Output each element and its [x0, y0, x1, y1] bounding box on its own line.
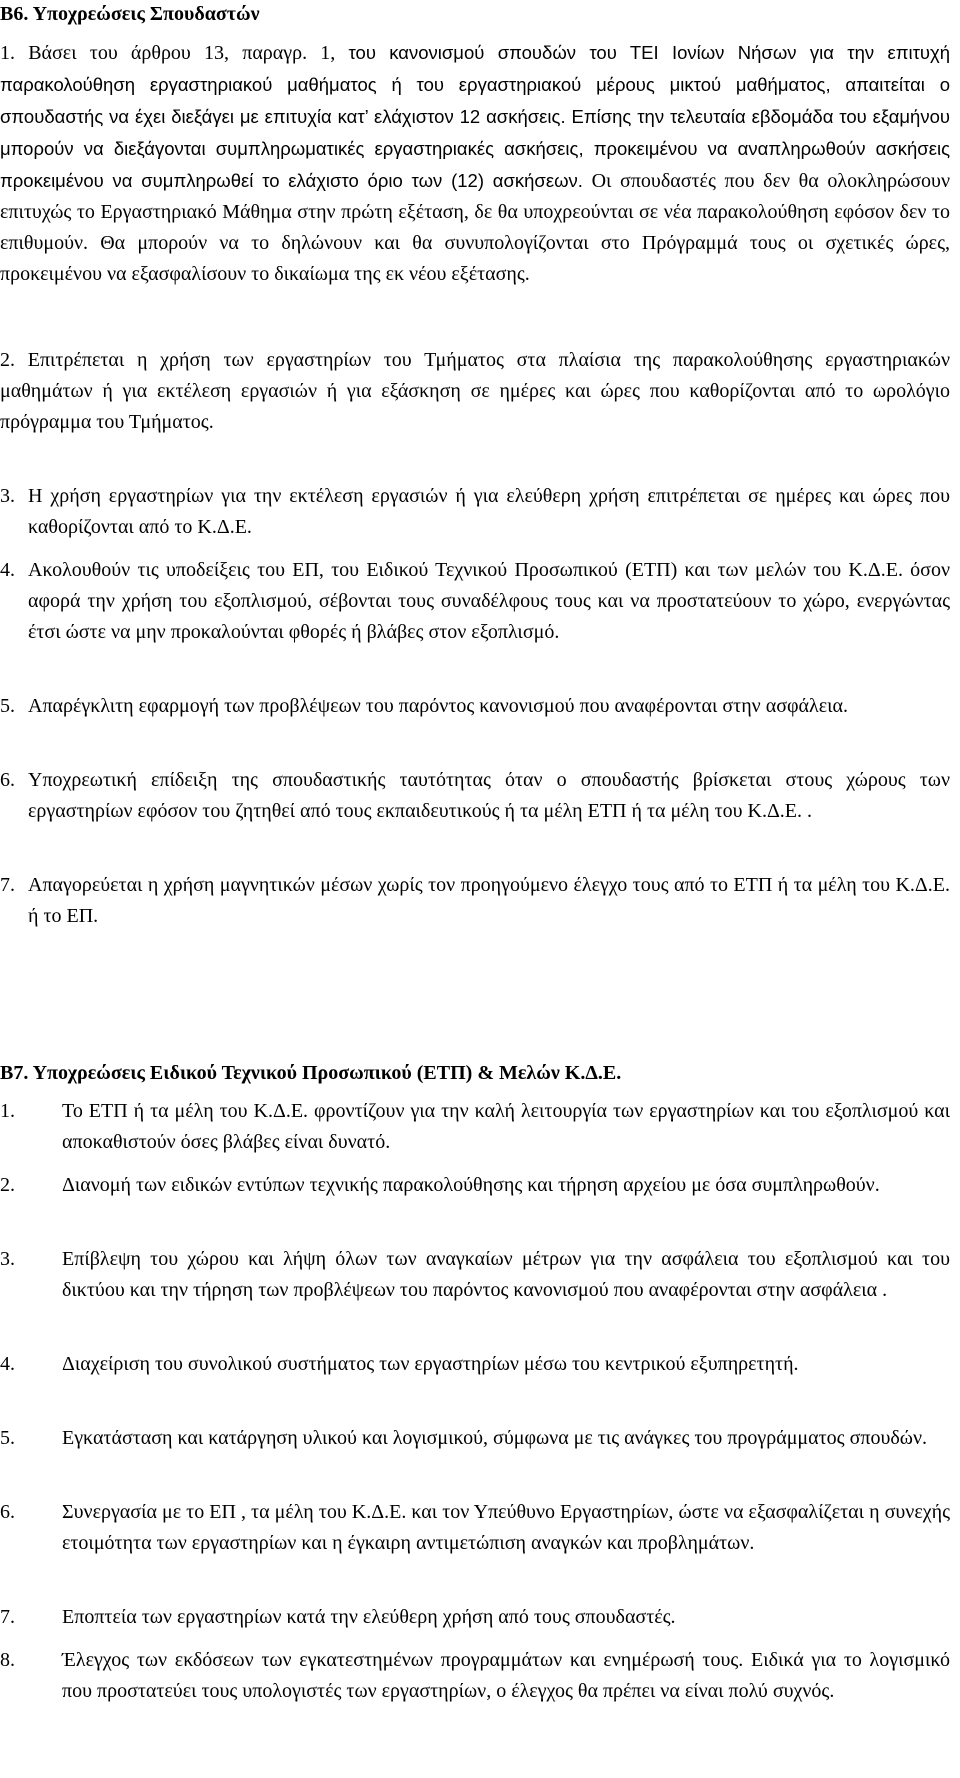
b6-item-2-text: 2. Επιτρέπεται η χρήση των εργαστηρίων του Τμήματος στα πλαίσια της παρακολούθησης εργαστηριακών μαθημάτων ή για εκτέλεση εργασιών ή για εξάσκηση σε ημέρες και ώρες που καθορίζονται από το ωρολόγιο πρόγραμμα του Τμήματος.	[0, 349, 950, 433]
b6-item-1	[0, 37, 950, 337]
b7-item-7-number: 7.	[0, 1606, 15, 1628]
b7-item-1-number: 1.	[0, 1100, 15, 1122]
b7-item-6	[0, 1497, 950, 1590]
b6-item-4	[0, 555, 950, 679]
b6-item-4-number: 4.	[0, 559, 15, 581]
b6-item-3-number: 3.	[0, 485, 15, 507]
b6-item-7	[0, 870, 950, 932]
b7-item-4-number: 4.	[0, 1353, 15, 1375]
b7-item-8-number: 8.	[0, 1649, 15, 1671]
b7-item-6-text: Συνεργασία με το ΕΠ , τα μέλη του Κ.Δ.Ε. και τον Υπεύθυνο Εργαστηρίων, ώστε να εξασφαλίζεται η συνεχής ετοιμότητα των εργαστηρίων και η έγκαιρη αντιμετώπιση αναγκών και προβλημάτων.	[62, 1501, 950, 1554]
b7-item-3-number: 3.	[0, 1248, 15, 1270]
b7-item-5	[0, 1423, 950, 1485]
b7-item-4	[0, 1349, 950, 1411]
b6-item-5	[0, 691, 950, 753]
b7-item-2	[0, 1170, 950, 1232]
b6-item-3-text: Η χρήση εργαστηρίων για την εκτέλεση εργασιών ή για ελεύθερη χρήση επιτρέπεται σε ημέρες και ώρες που καθορίζονται από το Κ.Δ.Ε.	[28, 485, 950, 538]
section-heading-b6: Β6. Υποχρεώσεις Σπουδαστών	[0, 3, 260, 25]
b6-item-1-text	[0, 37, 950, 290]
b6-item-5-text: Απαρέγκλιτη εφαρμογή των προβλέψεων του παρόντος κανονισμού που αναφέρονται στην ασφάλεια.	[28, 695, 848, 717]
b7-item-5-text: Εγκατάσταση και κατάργηση υλικού και λογισμικού, σύμφωνα με τις ανάγκες του προγράμματος σπουδών.	[62, 1427, 927, 1449]
b6-item-6	[0, 765, 950, 858]
b6-item-1-tail: Οι σπουδαστές που δεν θα ολοκληρώσουν επιτυχώς το Εργαστηριακό Μάθημα στην πρώτη εξέταση, δε θα υποχρεούνται σε νέα παρακολούθηση εφόσον δεν το επιθυμούν. Θα μπορούν να το δηλώνουν και θα συνυπολογίζονται στο Πρόγραμμά τους οι σχετικές ώρες, προκειμένου να εξασφαλίσουν το δικαίωμα της εκ νέου εξέτασης.	[0, 170, 950, 285]
b6-item-6-text: Υποχρεωτική επίδειξη της σπουδαστικής ταυτότητας όταν ο σπουδαστής βρίσκεται στους χώρους των εργαστηρίων εφόσον του ζητηθεί από τους εκπαιδευτικούς ή τα μέλη ΕΤΠ ή τα μέλη του Κ.Δ.Ε. .	[28, 769, 950, 822]
b6-item-4-text: Ακολουθούν τις υποδείξεις του ΕΠ, του Ειδικού Τεχνικού Προσωπικού (ΕΤΠ) και των μελών του Κ.Δ.Ε. όσον αφορά την χρήση του εξοπλισμού, σέβονται τους συναδέλφους τους και να προστατεύουν το χώρο, ενεργώντας έτσι ώστε να μην προκαλούνται φθορές ή βλάβες στον εξοπλισμό.	[28, 559, 950, 643]
b6-item-5-number: 5.	[0, 695, 15, 717]
b6-item-7-number: 7.	[0, 874, 15, 896]
b7-item-7	[0, 1602, 950, 1633]
b7-item-2-text: Διανομή των ειδικών εντύπων τεχνικής παρακολούθησης και τήρηση αρχείου με όσα συμπληρωθούν.	[62, 1174, 880, 1196]
b7-item-3-text: Επίβλεψη του χώρου και λήψη όλων των αναγκαίων μέτρων για την ασφάλεια του εξοπλισμού και του δικτύου και την τήρηση των προβλέψεων του παρόντος κανονισμού που αναφέρονται στην ασφάλεια .	[62, 1248, 950, 1301]
b7-item-4-text: Διαχείριση του συνολικού συστήματος των εργαστηρίων μέσω του κεντρικού εξυπηρετητή.	[62, 1353, 799, 1375]
b7-item-2-number: 2.	[0, 1174, 15, 1196]
b7-item-7-text: Εποπτεία των εργαστηρίων κατά την ελεύθερη χρήση από τους σπουδαστές.	[62, 1606, 676, 1628]
b7-item-5-number: 5.	[0, 1427, 15, 1449]
b6-item-6-number: 6.	[0, 769, 15, 791]
b7-item-8-text: Έλεγχος των εκδόσεων των εγκατεστημένων προγραμμάτων και ενημέρωσή τους. Ειδικά για το λογισμικό που προστατεύει τους υπολογιστές των εργαστηρίων, ο έλεγχος θα πρέπει να είναι πολύ συχνός.	[62, 1649, 950, 1702]
b7-item-1-text: Το ΕΤΠ ή τα μέλη του Κ.Δ.Ε. φροντίζουν για την καλή λειτουργία των εργαστηρίων και του εξοπλισμού και αποκαθιστούν όσες βλάβες είναι δυνατό.	[62, 1100, 950, 1153]
b6-item-2	[0, 345, 950, 469]
b7-item-1	[0, 1096, 950, 1158]
section-heading-b7: Β7. Υποχρεώσεις Ειδικού Τεχνικού Προσωπικού (ΕΤΠ) & Μελών Κ.Δ.Ε.	[0, 1062, 622, 1084]
b6-item-3	[0, 481, 950, 543]
b7-item-3	[0, 1244, 950, 1337]
b6-item-1-sans: του κανονισμού σπουδών του ΤΕΙ Ιονίων Νήσων για την επιτυχή παρακολούθηση εργαστηριακού μαθήματος ή του εργαστηριακού μέρους μικτού μαθήματος, απαιτείται ο σπουδαστής να έχει διεξάγει με επιτυχία κατ’ ελάχιστον 12 ασκήσεις. Επίσης την τελευταία εβδομάδα του εξαμήνου μπορούν να διεξάγονται συμπληρωματικές εργαστηριακές ασκήσεις, προκειμένου να αναπληρωθούν ασκήσεις προκειμένου να συμπληρωθεί το ελάχιστο όριο των (12) ασκήσεων.	[0, 42, 950, 191]
b6-item-1-lead: 1. Βάσει του άρθρου 13, παραγρ. 1,	[0, 42, 349, 64]
b7-item-8	[0, 1645, 950, 1738]
b7-item-6-number: 6.	[0, 1501, 15, 1523]
b6-item-7-text: Απαγορεύεται η χρήση μαγνητικών μέσων χωρίς τον προηγούμενο έλεγχο τους από το ΕΤΠ ή τα μέλη του Κ.Δ.Ε. ή το ΕΠ.	[28, 874, 950, 927]
